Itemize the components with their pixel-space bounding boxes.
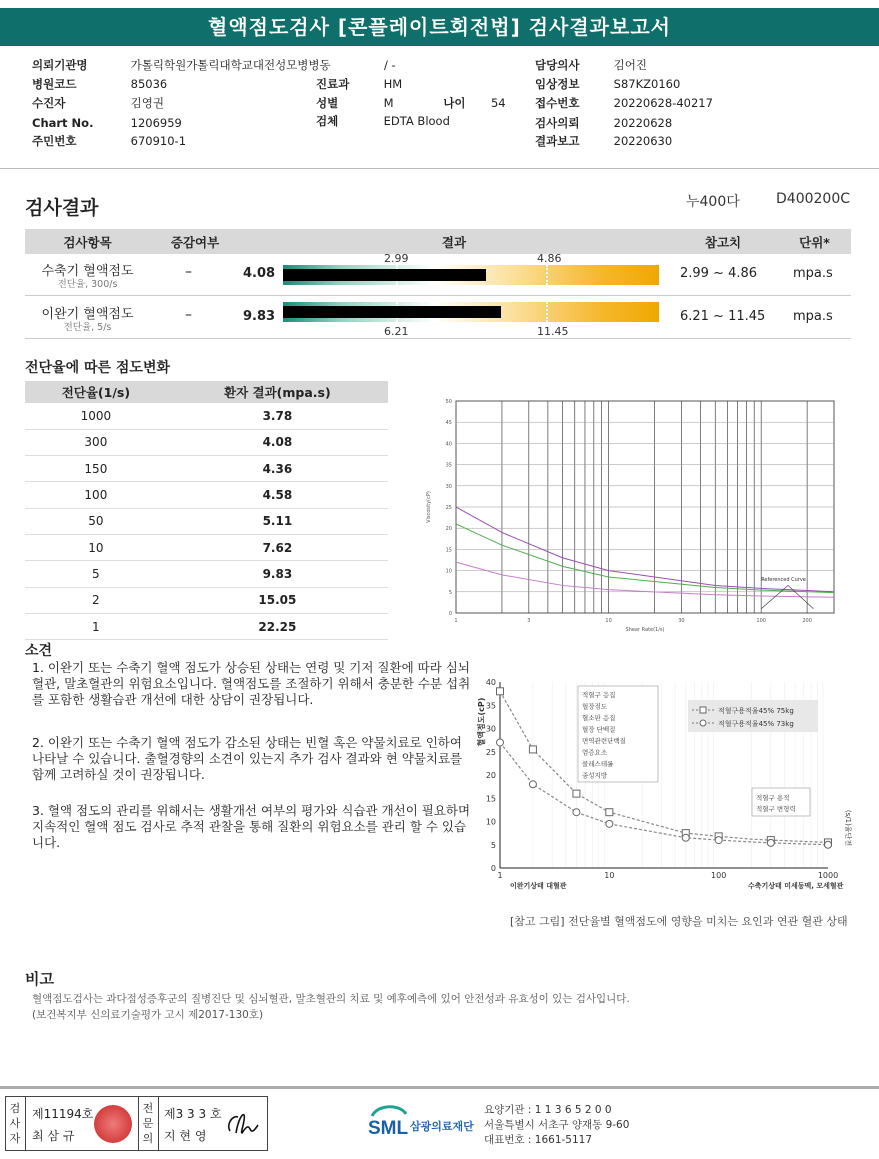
rate-cell: 100 — [25, 482, 167, 508]
table-row — [25, 403, 388, 429]
y-tick-label: 20 — [485, 771, 496, 780]
y-tick-label: 35 — [485, 701, 496, 711]
hospital-code-value: 85036 — [130, 77, 168, 91]
opinion-item-2: 2. 이완기 또는 수축기 혈액 점도가 감소된 상태는 빈혈 혹은 약물치료로 인하여 나타날 수 있습니다. 출혈경향의 소견이 있는지 추가 검사 결과와 현 약물치료를 함께 고려하실 것이 권장됩니다. — [32, 735, 463, 782]
deform-label: 적혈구 변형력 — [756, 805, 796, 813]
header-divider — [0, 168, 879, 169]
specialist-label: 전문의 — [142, 1102, 154, 1145]
receipt-value: 20220628-40217 — [613, 96, 713, 110]
table-row — [25, 561, 388, 587]
results-title: 검사결과 — [25, 197, 99, 219]
rrn-label: 주민번호 — [32, 134, 77, 148]
y-tick-label: 20 — [445, 526, 452, 533]
result-gauge — [283, 302, 659, 322]
result-change: – — [185, 307, 192, 323]
x-tick-label: 1000 — [817, 871, 839, 880]
request-label: 검사의뢰 — [535, 116, 580, 130]
code-1: 누400다 — [686, 194, 740, 210]
gauge-fill — [283, 269, 486, 281]
inspector-label: 검사자 — [9, 1102, 21, 1145]
data-point — [529, 781, 536, 788]
sml-logo-icon — [366, 1102, 482, 1142]
factor-label: 혈장 단백질 — [582, 725, 616, 734]
factor-label: 중성지방 — [582, 771, 608, 780]
rate-cell: 300 — [25, 429, 167, 455]
data-point — [606, 820, 613, 827]
value-cell: 22.25 — [167, 613, 388, 639]
gauge-high-tick — [546, 265, 548, 285]
rate-cell: 10 — [25, 534, 167, 560]
age-label: 나이 — [443, 96, 466, 110]
data-point — [497, 688, 504, 695]
y-tick-label: 10 — [445, 568, 452, 575]
patient-value: 김영권 — [130, 96, 164, 110]
shear-col-rate: 전단율(1/s) — [25, 381, 167, 403]
gauge-low-label: 6.21 — [384, 325, 409, 338]
value-cell: 9.83 — [167, 561, 388, 587]
result-value: 4.08 — [243, 266, 276, 281]
report-date-value: 20220630 — [613, 134, 673, 148]
y-tick-label: 0 — [448, 611, 452, 617]
institution-label: 의뢰기관명 — [32, 58, 88, 72]
doctor-value: 김어진 — [613, 58, 647, 72]
clinical-value: S87KZ0160 — [613, 77, 681, 91]
col-change: 증감여부 — [170, 235, 220, 250]
org-name: 삼광의료재단 — [410, 1120, 474, 1133]
rate-cell: 150 — [25, 456, 167, 482]
y-tick-label: 45 — [445, 420, 452, 427]
x-tick-label: 3 — [527, 618, 531, 624]
legend-label: 적혈구용적율45% 73kg — [718, 720, 794, 728]
y-tick-label: 5 — [490, 840, 496, 850]
specialist-no: 제3 3 3 호 — [164, 1107, 222, 1121]
patient-label: 수진자 — [32, 96, 66, 110]
specimen-label: 검체 — [316, 114, 339, 128]
data-point — [715, 837, 722, 844]
clinical-label: 임상정보 — [535, 77, 580, 91]
data-point — [767, 839, 774, 846]
legend-marker — [700, 707, 706, 713]
seal-stamp — [94, 1105, 132, 1143]
x-tick-label: 30 — [678, 618, 685, 624]
col-ref: 참고치 — [704, 235, 742, 250]
ward-value: / - — [384, 58, 396, 72]
note-line-2: (보건복지부 신의료기술평가 고시 제2017-130호) — [32, 1009, 264, 1021]
opinion-item-1: 1. 이완기 또는 수축기 혈액 점도가 상승된 상태는 연령 및 기저 질환에 따라 심뇌혈관, 말초혈관의 위험요소입니다. 혈액점도를 조절하기 위해서 충분한 수분 섭취를 포함한 생활습관 개선에 대한 상담이 권장됩니다. — [32, 660, 471, 707]
x-tick-label: 1 — [454, 618, 458, 624]
legend-marker — [700, 720, 706, 726]
footer-divider — [0, 1086, 879, 1089]
y-tick-label: 30 — [445, 483, 452, 490]
sex-label: 성별 — [316, 96, 339, 110]
phone: 대표번호 : 1661-5117 — [484, 1134, 593, 1146]
signature — [224, 1107, 264, 1141]
data-point — [573, 790, 580, 797]
code-2: D400200C — [776, 191, 850, 207]
shear-col-result: 환자 결과(mpa.s) — [167, 381, 388, 403]
gauge-high-tick — [546, 302, 548, 322]
y-axis-label: 혈액점도(cP) — [477, 697, 486, 747]
table-row — [25, 429, 388, 455]
data-point — [682, 834, 689, 841]
chart-label: Chart No. — [32, 116, 94, 130]
opinion-item-3: 3. 혈액 점도의 관리를 위해서는 생활개선 여부의 평가와 식습관 개선이 필요하며 지속적인 혈액 점도 검사로 추적 관찰을 통해 질환의 위험요소를 관리 할 수 있습니다. — [32, 803, 471, 850]
table-row — [25, 534, 388, 560]
hospital-code-label: 병원코드 — [32, 77, 77, 91]
x-tick-label: 100 — [756, 618, 766, 624]
chart-value: 1206959 — [130, 116, 182, 130]
gauge-fill — [283, 306, 501, 318]
gauge-high-label: 11.45 — [537, 325, 569, 338]
y-tick-label: 40 — [485, 678, 496, 687]
table-row — [25, 587, 388, 613]
result-unit: mpa.s — [793, 309, 833, 324]
logo-text: SML — [368, 1118, 409, 1139]
divider — [158, 1097, 159, 1150]
results-header — [25, 229, 851, 254]
dept-value: HM — [383, 77, 403, 91]
result-ref: 2.99 ~ 4.86 — [680, 266, 758, 281]
lab-info — [484, 1103, 629, 1148]
gauge-high-label: 4.86 — [537, 252, 562, 265]
value-cell: 4.58 — [167, 482, 388, 508]
rrn-value: 670910-1 — [130, 134, 187, 148]
result-gauge — [283, 265, 659, 285]
age-value: 54 — [490, 96, 506, 110]
x-tick-label: 10 — [604, 871, 615, 880]
data-point — [573, 809, 580, 816]
note-title: 비고 — [25, 970, 54, 988]
x-tick-label: 1 — [497, 871, 503, 880]
signature-box — [5, 1096, 268, 1151]
result-name: 수축기 혈액점도 — [41, 264, 134, 279]
note-line-1: 혈액점도검사는 과다점성증후군의 질병진단 및 심뇌혈관, 말초혈관의 치료 및 예후예측에 있어 안전성과 유효성이 있는 검사입니다. — [32, 993, 630, 1005]
value-cell: 7.62 — [167, 534, 388, 560]
data-point — [497, 739, 504, 746]
institution-value: 가톨릭학원가톨릭대학교대전성모병병동 — [130, 58, 331, 72]
result-ref: 6.21 ~ 11.45 — [680, 309, 766, 324]
sex-value: M — [383, 96, 394, 110]
report-date-label: 결과보고 — [535, 134, 580, 148]
gauge-low-label: 2.99 — [384, 252, 409, 265]
doctor-label: 담당의사 — [535, 58, 580, 72]
x-axis-label: Shear Rate(1/s) — [625, 627, 665, 633]
table-row — [25, 613, 388, 639]
table-row — [25, 456, 388, 482]
factor-label: 혈소판 응집 — [582, 714, 616, 722]
opinion-title: 소견 — [25, 643, 53, 659]
value-cell: 3.78 — [167, 403, 388, 429]
header-row-2 — [32, 75, 167, 93]
result-row-diastolic — [25, 297, 851, 339]
legend-label: 적혈구용적율45% 75kg — [718, 707, 794, 715]
reference-caption: [참고 그림] 전단율별 혈액점도에 영향을 미치는 요인과 연관 혈관 상태 — [510, 915, 848, 928]
inspector-name: 최 삼 규 — [32, 1129, 75, 1143]
result-unit: mpa.s — [793, 266, 833, 281]
request-value: 20220628 — [613, 116, 673, 130]
value-cell: 4.08 — [167, 429, 388, 455]
y-tick-label: 30 — [485, 724, 496, 734]
col-unit: 단위* — [799, 235, 830, 250]
rate-cell: 50 — [25, 508, 167, 534]
rate-cell: 1 — [25, 613, 167, 639]
y-tick-label: 10 — [485, 817, 496, 827]
specimen-value: EDTA Blood — [383, 114, 450, 128]
y-tick-label: 25 — [445, 505, 452, 511]
inspector-no: 제11194호 — [32, 1107, 94, 1121]
deform-label: 적혈구 용적 — [756, 794, 790, 802]
rate-cell: 5 — [25, 561, 167, 587]
col-item: 검사항목 — [63, 235, 112, 250]
address: 서울특별시 서초구 양재동 9-60 — [484, 1119, 630, 1131]
result-row-systolic — [25, 254, 851, 296]
dept-label: 진료과 — [316, 77, 350, 91]
specialist-name: 지 현 영 — [164, 1129, 207, 1143]
header-row-1 — [32, 56, 331, 74]
viscosity-curve-chart — [420, 393, 840, 633]
y-tick-label: 25 — [485, 747, 496, 757]
table-row — [25, 482, 388, 508]
y-tick-label: 5 — [448, 589, 452, 596]
y-axis-label: Viscosity(cP) — [426, 491, 432, 523]
result-change: – — [185, 264, 192, 280]
sml-logo — [366, 1102, 482, 1146]
result-sub: 전단율, 300/s — [57, 279, 118, 290]
factor-label: 혈장점도 — [582, 702, 608, 711]
receipt-label: 접수번호 — [535, 96, 580, 110]
value-cell: 5.11 — [167, 508, 388, 534]
rate-cell: 1000 — [25, 403, 167, 429]
result-sub: 전단율, 5/s — [63, 322, 112, 333]
value-cell: 4.36 — [167, 456, 388, 482]
y-tick-label: 40 — [445, 441, 452, 448]
shear-table — [25, 381, 388, 640]
x-tick-label: 100 — [711, 871, 727, 880]
table-row — [25, 508, 388, 534]
x-tick-label: 10 — [605, 618, 612, 624]
report-title: 혈액점도검사 [콘플레이트회전법] 검사결과보고서 — [0, 8, 879, 46]
rate-cell: 2 — [25, 587, 167, 613]
y-tick-label: 15 — [445, 547, 452, 554]
right-axis-label: (s/1)율단전 — [844, 809, 852, 847]
y-tick-label: 0 — [490, 864, 496, 873]
annotation-label: Referenced Curve — [761, 577, 806, 584]
result-value: 9.83 — [243, 309, 276, 324]
factor-label: 면역관련단백질 — [582, 737, 626, 745]
factor-label: 콜레스테롤 — [582, 760, 614, 768]
divider — [25, 1097, 26, 1150]
value-cell: 15.05 — [167, 587, 388, 613]
shear-title: 전단율에 따른 점도변화 — [25, 360, 170, 376]
col-result: 결과 — [441, 235, 467, 250]
result-name: 이완기 혈액점도 — [41, 307, 134, 322]
note-text — [32, 991, 832, 1023]
factor-label: 적혈구 응집 — [582, 691, 616, 699]
y-tick-label: 15 — [485, 794, 496, 804]
data-point — [606, 809, 613, 816]
x-tick-label: 200 — [802, 618, 812, 624]
reference-chart — [478, 672, 858, 908]
institution-no: 요양기관 : 1 1 3 6 5 2 0 0 — [484, 1104, 612, 1116]
y-tick-label: 35 — [445, 462, 452, 469]
x-left-label: 이완기상태 대혈관 — [510, 882, 567, 890]
y-tick-label: 50 — [445, 399, 452, 405]
factor-label: 염증요소 — [582, 748, 608, 757]
data-point — [825, 841, 832, 848]
x-right-label: 수축기상태 미세동맥, 모세혈관 — [748, 882, 844, 890]
divider — [138, 1097, 139, 1150]
data-point — [529, 746, 536, 753]
